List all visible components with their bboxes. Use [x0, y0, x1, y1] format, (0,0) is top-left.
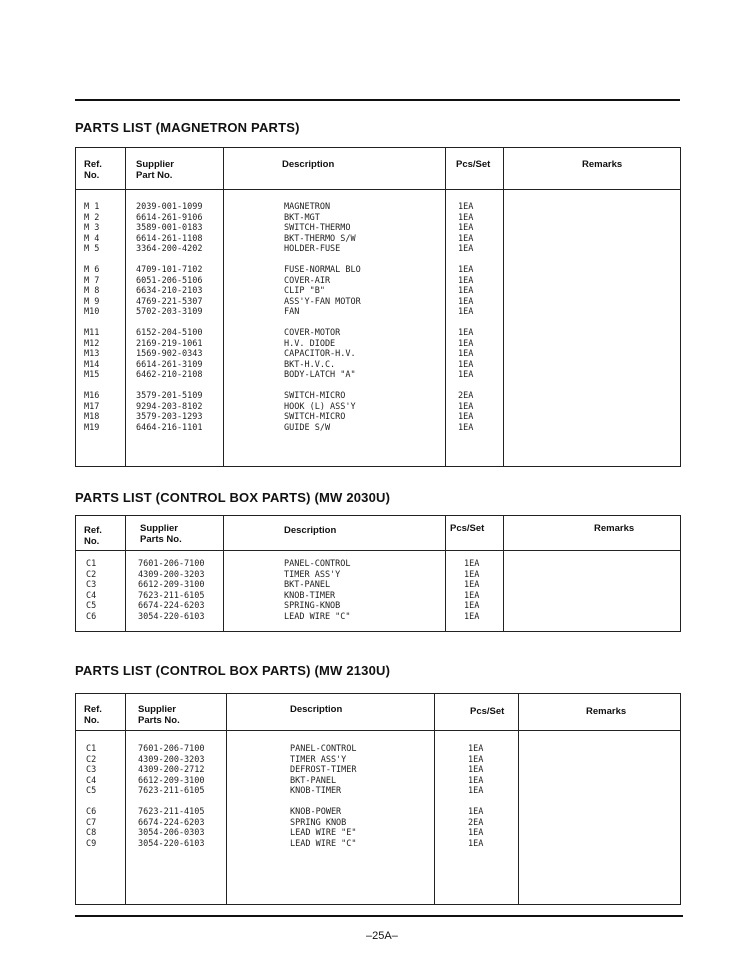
row-group [136, 328, 203, 381]
row-group [458, 328, 473, 381]
table-cell: 1EA [468, 806, 484, 817]
table-cell: 4309-200-3203 [138, 569, 205, 580]
table-cell: 1EA [458, 244, 474, 255]
table-cell: 1EA [458, 275, 474, 286]
table-cell: C3 [86, 765, 97, 776]
table-cell: 2039-001-1099 [136, 202, 203, 212]
table-cell: FUSE-NORMAL BLO [284, 264, 361, 275]
col-supplier [138, 744, 205, 849]
header-description: Description [290, 704, 343, 715]
table-cell: 6674-224-6203 [138, 817, 205, 828]
table-cell: SPRING KNOB [290, 817, 347, 828]
table-cell: C4 [86, 590, 97, 601]
table-cell: 1EA [468, 838, 484, 849]
table-cell: C2 [86, 569, 97, 580]
table-cell: M19 [84, 422, 100, 433]
table-cell: M10 [84, 307, 100, 318]
table-cell: 1EA [458, 359, 474, 370]
table-cell: KNOB-TIMER [290, 786, 342, 797]
table-cell: 1EA [458, 401, 474, 412]
col-pcs [464, 559, 479, 623]
header-supplier: Supplier Part No. [136, 159, 175, 181]
table-cell: 3054-206-0303 [138, 828, 205, 839]
table-cell: 2EA [468, 817, 484, 828]
table-cell: BKT-PANEL [284, 580, 331, 591]
table-cell: C5 [86, 786, 97, 797]
table-cell: M14 [84, 359, 100, 370]
table-cell: 1EA [468, 828, 484, 839]
table-cell: 1EA [458, 286, 474, 297]
table-cell: 5702-203-3109 [136, 307, 203, 318]
table-cell: 1EA [458, 202, 474, 212]
row-group [86, 807, 96, 849]
col-description [284, 202, 361, 433]
table-cell: 4309-200-3203 [138, 754, 205, 765]
header-remarks: Remarks [586, 706, 627, 717]
table-cell: DEFROST-TIMER [290, 765, 357, 776]
table-cell: BKT-H.V.C. [284, 359, 336, 370]
table-cell: 1EA [458, 296, 474, 307]
table-cell: 6464-216-1101 [136, 422, 203, 433]
table-cell: M 4 [84, 233, 100, 244]
table-cell: 7601-206-7100 [138, 559, 205, 569]
row-group [136, 202, 203, 255]
table-cell: 1EA [458, 370, 474, 381]
table-cell: FAN [284, 307, 300, 318]
table-cell: CAPACITOR-H.V. [284, 349, 356, 360]
table-cell: M15 [84, 370, 100, 381]
row-group [468, 807, 483, 849]
table-cell: 6612-209-3100 [138, 580, 205, 591]
table-cell: BKT-MGT [284, 212, 320, 223]
row-group [86, 559, 96, 623]
header-description: Description [284, 525, 337, 536]
table-cell: M13 [84, 349, 100, 360]
table-cell: C5 [86, 601, 97, 612]
table-cell: HOOK (L) ASS'Y [284, 401, 356, 412]
table-cell: 1EA [468, 754, 484, 765]
table-cell: M16 [84, 390, 100, 401]
table-cell: 7623-211-6105 [138, 786, 205, 797]
col-ref [84, 202, 99, 433]
row-group [290, 744, 357, 797]
table-cell: M 1 [84, 202, 100, 212]
table-cell: TIMER ASS'Y [290, 754, 347, 765]
table-cell: COVER-AIR [284, 275, 331, 286]
table-cell: 7623-211-4105 [138, 806, 205, 817]
table-cell: M 8 [84, 286, 100, 297]
table-cell: 1EA [458, 422, 474, 433]
row-group [138, 744, 205, 797]
table-cell: C8 [86, 828, 97, 839]
table-cell: 3364-200-4202 [136, 244, 203, 255]
table-cell: M 2 [84, 212, 100, 223]
header-ref: Ref. No. [84, 159, 102, 181]
header-remarks: Remarks [582, 159, 623, 170]
parts-table-control-box-2130u [75, 693, 681, 905]
row-group [458, 265, 473, 318]
table-cell: 1EA [464, 601, 480, 612]
table-cell: 1569-902-0343 [136, 349, 203, 360]
table-cell: 2EA [458, 390, 474, 401]
table-cell: 6051-206-5106 [136, 275, 203, 286]
table-cell: 3579-201-5109 [136, 390, 203, 401]
table-cell: 4709-101-7102 [136, 264, 203, 275]
table-cell: ASS'Y-FAN MOTOR [284, 296, 361, 307]
table-cell: M11 [84, 327, 100, 338]
table-cell: C2 [86, 754, 97, 765]
table-cell: C1 [86, 744, 97, 754]
table-cell: 1EA [468, 765, 484, 776]
table-cell: 1EA [464, 590, 480, 601]
table-cell: 4309-200-2712 [138, 765, 205, 776]
bottom-rule [75, 915, 683, 917]
col-supplier [136, 202, 203, 433]
table-cell: 1EA [458, 212, 474, 223]
row-group [138, 807, 205, 849]
table-cell: 6614-261-9106 [136, 212, 203, 223]
table-cell: 6462-210-2108 [136, 370, 203, 381]
table-cell: 3589-001-0183 [136, 223, 203, 234]
header-pcs: Pcs/Set [456, 159, 491, 170]
table-cell: 6634-210-2103 [136, 286, 203, 297]
col-description [290, 744, 357, 849]
table-cell: KNOB-TIMER [284, 590, 336, 601]
table-cell: LEAD WIRE "E" [290, 828, 357, 839]
table-cell: PANEL-CONTROL [284, 559, 351, 569]
header-pcs: Pcs/Set [470, 706, 505, 717]
table-cell: C6 [86, 611, 97, 622]
table-cell: 4769-221-5307 [136, 296, 203, 307]
table-cell: 1EA [458, 349, 474, 360]
top-rule [75, 99, 680, 101]
header-ref: Ref. No. [84, 525, 102, 547]
table-cell: SWITCH-MICRO [284, 412, 346, 423]
parts-table-control-box-2030u [75, 515, 681, 632]
table-cell: KNOB-POWER [290, 806, 342, 817]
table-cell: 3054-220-6103 [138, 611, 205, 622]
table-cell: M 9 [84, 296, 100, 307]
table-cell: SWITCH-MICRO [284, 390, 346, 401]
table-cell: CLIP "B" [284, 286, 325, 297]
header-remarks: Remarks [594, 523, 635, 534]
table-cell: PANEL-CONTROL [290, 744, 357, 754]
row-group [284, 265, 361, 318]
table-cell: 7623-211-6105 [138, 590, 205, 601]
table-cell: 1EA [468, 744, 484, 754]
parts-table-magnetron [75, 147, 681, 467]
table-title: PARTS LIST (CONTROL BOX PARTS) (MW 2030U) [75, 490, 391, 505]
row-group [464, 559, 479, 623]
row-group [84, 328, 99, 381]
table-cell: BKT-PANEL [290, 775, 337, 786]
table-cell: 1EA [468, 775, 484, 786]
row-group [468, 744, 483, 797]
col-pcs [468, 744, 483, 849]
row-group [284, 202, 361, 255]
table-cell: 1EA [458, 307, 474, 318]
table-cell: M 7 [84, 275, 100, 286]
row-group [458, 391, 473, 433]
row-group [284, 328, 361, 381]
table-cell: 1EA [458, 233, 474, 244]
table-cell: 1EA [464, 569, 480, 580]
table-cell: 1EA [458, 223, 474, 234]
table-cell: COVER-MOTOR [284, 327, 341, 338]
col-ref [86, 559, 96, 623]
table-cell: 3054-220-6103 [138, 838, 205, 849]
header-supplier: Supplier Parts No. [140, 523, 182, 545]
table-cell: 3579-203-1293 [136, 412, 203, 423]
table-cell: 6614-261-1108 [136, 233, 203, 244]
table-cell: LEAD WIRE "C" [290, 838, 357, 849]
table-cell: 6152-204-5100 [136, 327, 203, 338]
table-title: PARTS LIST (MAGNETRON PARTS) [75, 120, 300, 135]
table-cell: M17 [84, 401, 100, 412]
col-supplier [138, 559, 205, 623]
table-cell: M 3 [84, 223, 100, 234]
table-cell: 9294-203-8102 [136, 401, 203, 412]
table-cell: C1 [86, 559, 97, 569]
table-cell: C4 [86, 775, 97, 786]
table-cell: GUIDE S/W [284, 422, 331, 433]
table-cell: C9 [86, 838, 97, 849]
row-group [290, 807, 357, 849]
table-cell: 6612-209-3100 [138, 775, 205, 786]
table-cell: HOLDER-FUSE [284, 244, 341, 255]
col-description [284, 559, 351, 623]
table-title: PARTS LIST (CONTROL BOX PARTS) (MW 2130U) [75, 663, 391, 678]
page-number: –25A– [366, 930, 398, 942]
header-description: Description [282, 159, 335, 170]
table-cell: BKT-THERMO S/W [284, 233, 356, 244]
row-group [86, 744, 96, 797]
table-cell: 6614-261-3109 [136, 359, 203, 370]
table-cell: 1EA [458, 264, 474, 275]
table-cell: M 5 [84, 244, 100, 255]
row-group [84, 202, 99, 255]
header-pcs: Pcs/Set [450, 523, 485, 534]
table-cell: H.V. DIODE [284, 338, 336, 349]
table-cell: TIMER ASS'Y [284, 569, 341, 580]
table-cell: M 6 [84, 264, 100, 275]
table-cell: MAGNETRON [284, 202, 331, 212]
header-supplier: Supplier Parts No. [138, 704, 180, 726]
row-group [138, 559, 205, 623]
table-cell: 7601-206-7100 [138, 744, 205, 754]
header-ref: Ref. No. [84, 704, 102, 726]
table-cell: C3 [86, 580, 97, 591]
table-cell: 1EA [468, 786, 484, 797]
table-cell: M18 [84, 412, 100, 423]
row-group [284, 391, 361, 433]
table-cell: 1EA [464, 611, 480, 622]
row-group [136, 391, 203, 433]
row-group [84, 265, 99, 318]
row-group [458, 202, 473, 255]
table-cell: 2169-219-1061 [136, 338, 203, 349]
table-cell: 1EA [458, 338, 474, 349]
table-cell: 1EA [458, 327, 474, 338]
row-group [84, 391, 99, 433]
table-cell: 6674-224-6203 [138, 601, 205, 612]
row-group [136, 265, 203, 318]
col-ref [86, 744, 96, 849]
table-cell: SWITCH-THERMO [284, 223, 351, 234]
table-cell: M12 [84, 338, 100, 349]
table-cell: SPRING-KNOB [284, 601, 341, 612]
table-cell: 1EA [464, 580, 480, 591]
table-cell: BODY-LATCH "A" [284, 370, 356, 381]
table-cell: C7 [86, 817, 97, 828]
row-group [284, 559, 351, 623]
table-cell: 1EA [464, 559, 480, 569]
col-pcs [458, 202, 473, 433]
table-cell: C6 [86, 806, 97, 817]
table-cell: 1EA [458, 412, 474, 423]
table-cell: LEAD WIRE "C" [284, 611, 351, 622]
